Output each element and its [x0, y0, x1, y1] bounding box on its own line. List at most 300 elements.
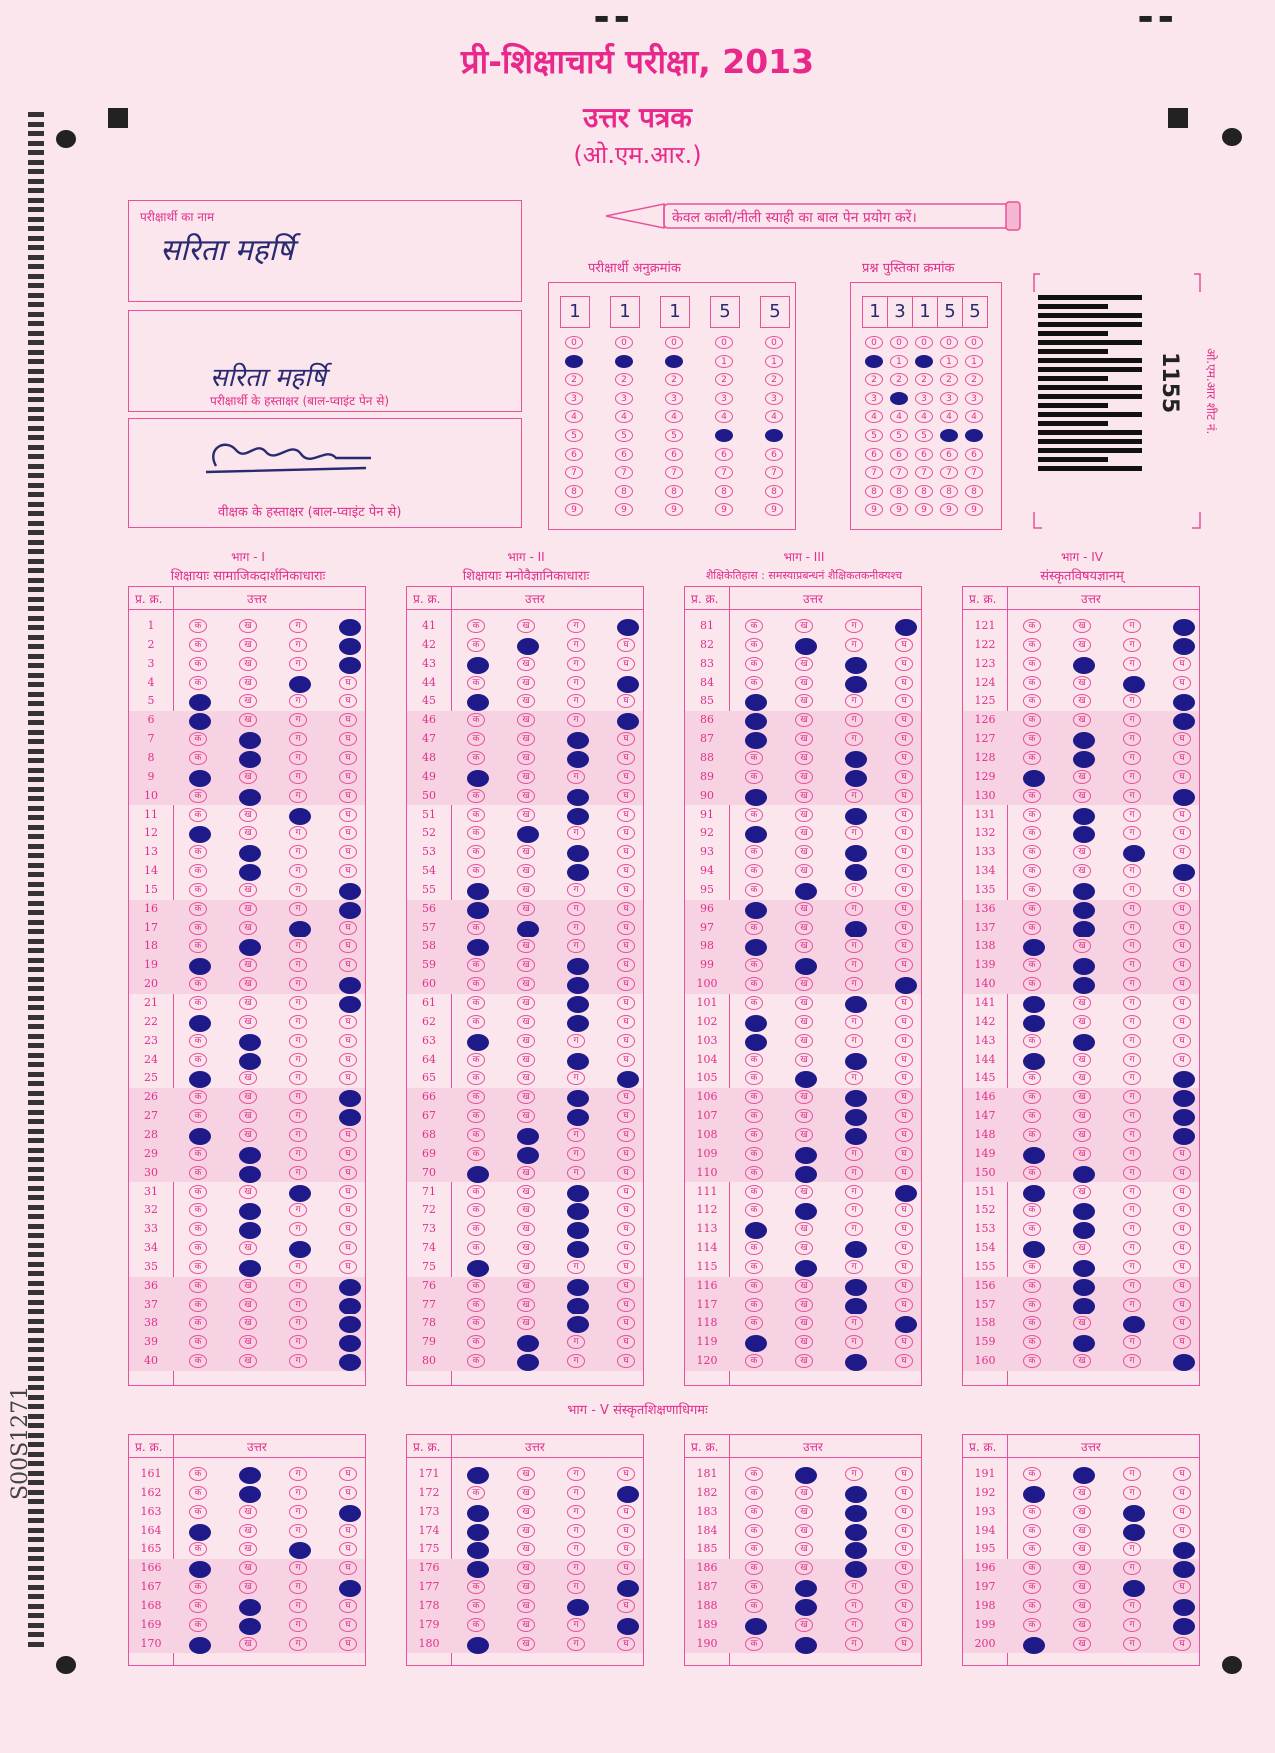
answer-bubble[interactable]: ख — [239, 808, 257, 822]
answer-bubble[interactable] — [1073, 1467, 1095, 1484]
answer-bubble[interactable] — [239, 1053, 261, 1070]
answer-bubble[interactable]: घ — [1173, 808, 1191, 822]
answer-bubble[interactable]: ग — [845, 1166, 863, 1180]
answer-bubble[interactable]: ख — [517, 751, 535, 765]
answer-bubble[interactable]: क — [745, 1599, 763, 1613]
answer-bubble[interactable]: ख — [517, 1053, 535, 1067]
answer-bubble[interactable]: ख — [795, 751, 813, 765]
answer-bubble[interactable]: ग — [845, 1580, 863, 1594]
answer-bubble[interactable]: क — [189, 1222, 207, 1236]
answer-bubble[interactable]: ख — [517, 808, 535, 822]
digit-bubble[interactable]: 0 — [940, 336, 958, 349]
answer-bubble[interactable] — [289, 676, 311, 693]
digit-bubble[interactable]: 7 — [890, 466, 908, 479]
answer-bubble[interactable]: क — [745, 845, 763, 859]
answer-bubble[interactable] — [567, 1109, 589, 1126]
answer-bubble[interactable]: ख — [517, 732, 535, 746]
answer-bubble[interactable]: ख — [517, 713, 535, 727]
answer-bubble[interactable]: क — [189, 939, 207, 953]
answer-bubble[interactable]: घ — [617, 770, 635, 784]
answer-bubble[interactable]: ग — [1123, 864, 1141, 878]
answer-bubble[interactable]: ख — [239, 1580, 257, 1594]
answer-bubble[interactable] — [617, 619, 639, 636]
answer-bubble[interactable]: क — [1023, 1279, 1041, 1293]
answer-bubble[interactable]: ख — [795, 1279, 813, 1293]
answer-bubble[interactable] — [845, 1128, 867, 1145]
answer-bubble[interactable]: ख — [795, 657, 813, 671]
answer-bubble[interactable] — [1073, 751, 1095, 768]
answer-bubble[interactable]: ख — [1073, 694, 1091, 708]
answer-bubble[interactable]: ख — [795, 732, 813, 746]
answer-bubble[interactable] — [1023, 1053, 1045, 1070]
answer-bubble[interactable] — [845, 921, 867, 938]
digit-bubble[interactable]: 5 — [615, 429, 633, 442]
answer-bubble[interactable]: ग — [845, 732, 863, 746]
answer-bubble[interactable]: क — [189, 1241, 207, 1255]
answer-bubble[interactable]: घ — [895, 1128, 913, 1142]
answer-bubble[interactable] — [1073, 657, 1095, 674]
digit-bubble[interactable]: 7 — [865, 466, 883, 479]
digit-bubble[interactable]: 6 — [940, 448, 958, 461]
answer-bubble[interactable] — [795, 1071, 817, 1088]
answer-bubble[interactable] — [895, 977, 917, 994]
answer-bubble[interactable]: ख — [239, 770, 257, 784]
answer-bubble[interactable]: ख — [517, 1637, 535, 1651]
answer-bubble[interactable]: ख — [1073, 1071, 1091, 1085]
answer-bubble[interactable]: ग — [289, 958, 307, 972]
answer-bubble[interactable]: घ — [617, 1241, 635, 1255]
digit-bubble[interactable] — [965, 429, 983, 442]
answer-bubble[interactable]: ग — [289, 1166, 307, 1180]
answer-bubble[interactable]: ख — [1073, 770, 1091, 784]
digit-bubble[interactable] — [890, 392, 908, 405]
answer-bubble[interactable] — [1173, 1109, 1195, 1126]
answer-bubble[interactable]: क — [467, 751, 485, 765]
answer-bubble[interactable]: घ — [617, 883, 635, 897]
answer-bubble[interactable]: ग — [845, 638, 863, 652]
answer-bubble[interactable]: घ — [895, 676, 913, 690]
answer-bubble[interactable]: क — [189, 751, 207, 765]
answer-bubble[interactable]: क — [467, 676, 485, 690]
answer-bubble[interactable]: ग — [1123, 1354, 1141, 1368]
answer-bubble[interactable] — [845, 996, 867, 1013]
answer-bubble[interactable]: ग — [567, 1618, 585, 1632]
answer-bubble[interactable] — [1173, 1128, 1195, 1145]
answer-bubble[interactable]: क — [467, 826, 485, 840]
answer-bubble[interactable]: ख — [1073, 1185, 1091, 1199]
answer-bubble[interactable] — [567, 751, 589, 768]
answer-bubble[interactable]: ग — [1123, 1071, 1141, 1085]
answer-bubble[interactable]: घ — [339, 676, 357, 690]
answer-bubble[interactable]: क — [189, 1034, 207, 1048]
answer-bubble[interactable]: ख — [239, 1316, 257, 1330]
answer-bubble[interactable]: क — [467, 1316, 485, 1330]
answer-bubble[interactable]: ग — [567, 921, 585, 935]
digit-bubble[interactable]: 6 — [965, 448, 983, 461]
answer-bubble[interactable]: ग — [1123, 883, 1141, 897]
answer-bubble[interactable]: घ — [617, 751, 635, 765]
digit-bubble[interactable]: 7 — [665, 466, 683, 479]
answer-bubble[interactable]: ग — [567, 1542, 585, 1556]
answer-bubble[interactable]: घ — [895, 694, 913, 708]
answer-bubble[interactable] — [567, 845, 589, 862]
answer-bubble[interactable]: ख — [239, 1279, 257, 1293]
answer-bubble[interactable]: ग — [567, 1354, 585, 1368]
answer-bubble[interactable]: क — [467, 1147, 485, 1161]
answer-bubble[interactable]: क — [745, 1071, 763, 1085]
answer-bubble[interactable]: क — [745, 958, 763, 972]
answer-bubble[interactable]: ग — [1123, 1467, 1141, 1481]
answer-bubble[interactable]: क — [467, 713, 485, 727]
answer-bubble[interactable]: ग — [289, 751, 307, 765]
answer-bubble[interactable] — [1173, 789, 1195, 806]
answer-bubble[interactable]: घ — [1173, 1580, 1191, 1594]
answer-bubble[interactable]: क — [745, 1109, 763, 1123]
answer-bubble[interactable]: क — [1023, 694, 1041, 708]
digit-bubble[interactable]: 6 — [565, 448, 583, 461]
answer-bubble[interactable] — [289, 1185, 311, 1202]
answer-bubble[interactable] — [239, 1260, 261, 1277]
answer-bubble[interactable] — [845, 1109, 867, 1126]
answer-bubble[interactable]: ख — [239, 921, 257, 935]
answer-bubble[interactable]: ग — [1123, 770, 1141, 784]
answer-bubble[interactable]: घ — [339, 1071, 357, 1085]
answer-bubble[interactable] — [745, 902, 767, 919]
answer-bubble[interactable]: ग — [289, 1222, 307, 1236]
answer-bubble[interactable]: घ — [1173, 1222, 1191, 1236]
answer-bubble[interactable]: क — [467, 921, 485, 935]
answer-bubble[interactable]: ख — [239, 1637, 257, 1651]
answer-bubble[interactable]: ग — [567, 619, 585, 633]
answer-bubble[interactable]: घ — [617, 958, 635, 972]
answer-bubble[interactable]: घ — [895, 751, 913, 765]
digit-bubble[interactable]: 0 — [765, 336, 783, 349]
digit-bubble[interactable]: 3 — [865, 392, 883, 405]
answer-bubble[interactable]: ग — [1123, 1618, 1141, 1632]
answer-bubble[interactable]: घ — [617, 1298, 635, 1312]
answer-bubble[interactable]: क — [745, 751, 763, 765]
answer-bubble[interactable] — [795, 1580, 817, 1597]
answer-bubble[interactable]: क — [467, 977, 485, 991]
answer-bubble[interactable] — [1173, 694, 1195, 711]
answer-bubble[interactable]: ग — [845, 977, 863, 991]
answer-bubble[interactable]: क — [745, 921, 763, 935]
answer-bubble[interactable]: ख — [795, 1034, 813, 1048]
answer-bubble[interactable]: ख — [795, 1335, 813, 1349]
answer-bubble[interactable]: क — [1023, 1203, 1041, 1217]
digit-bubble[interactable]: 1 — [890, 355, 908, 368]
answer-bubble[interactable]: ख — [795, 1486, 813, 1500]
answer-bubble[interactable]: ख — [795, 1241, 813, 1255]
answer-bubble[interactable]: क — [745, 657, 763, 671]
answer-bubble[interactable] — [845, 1354, 867, 1371]
answer-bubble[interactable]: क — [467, 638, 485, 652]
answer-bubble[interactable]: ग — [1123, 826, 1141, 840]
answer-bubble[interactable]: क — [189, 1486, 207, 1500]
digit-bubble[interactable]: 1 — [715, 355, 733, 368]
answer-bubble[interactable]: ख — [795, 1053, 813, 1067]
answer-bubble[interactable]: ख — [795, 1354, 813, 1368]
answer-bubble[interactable]: क — [745, 1524, 763, 1538]
answer-bubble[interactable] — [845, 1524, 867, 1541]
digit-bubble[interactable] — [565, 355, 583, 368]
answer-bubble[interactable]: क — [189, 977, 207, 991]
answer-bubble[interactable]: घ — [1173, 1203, 1191, 1217]
answer-bubble[interactable]: क — [467, 1109, 485, 1123]
answer-bubble[interactable]: घ — [1173, 845, 1191, 859]
answer-bubble[interactable]: ग — [845, 1335, 863, 1349]
answer-bubble[interactable]: क — [189, 619, 207, 633]
answer-bubble[interactable]: घ — [1173, 939, 1191, 953]
answer-bubble[interactable]: घ — [617, 902, 635, 916]
digit-bubble[interactable]: 3 — [765, 392, 783, 405]
answer-bubble[interactable] — [467, 883, 489, 900]
answer-bubble[interactable]: क — [1023, 732, 1041, 746]
answer-bubble[interactable]: घ — [617, 1542, 635, 1556]
answer-bubble[interactable] — [845, 1505, 867, 1522]
answer-bubble[interactable]: ख — [795, 713, 813, 727]
answer-bubble[interactable]: ख — [239, 1542, 257, 1556]
answer-bubble[interactable]: क — [467, 789, 485, 803]
answer-bubble[interactable] — [845, 864, 867, 881]
answer-bubble[interactable]: ग — [845, 958, 863, 972]
answer-bubble[interactable]: ख — [517, 1467, 535, 1481]
answer-bubble[interactable]: ग — [1123, 1185, 1141, 1199]
answer-bubble[interactable]: ख — [1073, 864, 1091, 878]
digit-bubble[interactable]: 7 — [965, 466, 983, 479]
answer-bubble[interactable]: ग — [567, 1335, 585, 1349]
answer-bubble[interactable] — [845, 1241, 867, 1258]
answer-bubble[interactable] — [467, 902, 489, 919]
answer-bubble[interactable]: ख — [239, 1015, 257, 1029]
answer-bubble[interactable]: क — [1023, 713, 1041, 727]
answer-bubble[interactable]: घ — [617, 1185, 635, 1199]
answer-bubble[interactable] — [1073, 1222, 1095, 1239]
answer-bubble[interactable]: ख — [239, 676, 257, 690]
answer-bubble[interactable]: घ — [895, 1222, 913, 1236]
answer-bubble[interactable] — [339, 1298, 361, 1315]
answer-bubble[interactable]: ख — [795, 902, 813, 916]
answer-bubble[interactable] — [1023, 1185, 1045, 1202]
answer-bubble[interactable] — [567, 1599, 589, 1616]
answer-bubble[interactable] — [189, 1524, 211, 1541]
answer-bubble[interactable]: ख — [795, 1185, 813, 1199]
answer-bubble[interactable]: क — [189, 657, 207, 671]
answer-bubble[interactable]: ख — [1073, 1580, 1091, 1594]
answer-bubble[interactable] — [1173, 619, 1195, 636]
digit-bubble[interactable]: 6 — [615, 448, 633, 461]
answer-bubble[interactable]: घ — [617, 1599, 635, 1613]
answer-bubble[interactable]: क — [189, 845, 207, 859]
answer-bubble[interactable] — [1073, 921, 1095, 938]
digit-bubble[interactable]: 0 — [565, 336, 583, 349]
answer-bubble[interactable]: ख — [517, 619, 535, 633]
answer-bubble[interactable]: ग — [1123, 1109, 1141, 1123]
answer-bubble[interactable]: घ — [617, 1467, 635, 1481]
answer-bubble[interactable]: ख — [517, 1486, 535, 1500]
answer-bubble[interactable]: घ — [339, 1260, 357, 1274]
answer-bubble[interactable]: ख — [795, 921, 813, 935]
answer-bubble[interactable] — [189, 694, 211, 711]
answer-bubble[interactable]: ग — [1123, 751, 1141, 765]
answer-bubble[interactable]: ग — [567, 939, 585, 953]
digit-bubble[interactable]: 6 — [890, 448, 908, 461]
answer-bubble[interactable]: घ — [339, 939, 357, 953]
answer-bubble[interactable]: घ — [617, 1166, 635, 1180]
answer-bubble[interactable] — [239, 1034, 261, 1051]
answer-bubble[interactable]: घ — [1173, 1298, 1191, 1312]
answer-bubble[interactable]: घ — [617, 1109, 635, 1123]
answer-bubble[interactable] — [239, 845, 261, 862]
digit-bubble[interactable]: 2 — [890, 373, 908, 386]
answer-bubble[interactable] — [239, 1203, 261, 1220]
answer-bubble[interactable]: ग — [567, 1128, 585, 1142]
answer-bubble[interactable]: क — [467, 1279, 485, 1293]
answer-bubble[interactable]: ग — [845, 694, 863, 708]
answer-bubble[interactable]: घ — [895, 1505, 913, 1519]
answer-bubble[interactable] — [239, 1166, 261, 1183]
digit-bubble[interactable]: 7 — [765, 466, 783, 479]
answer-bubble[interactable]: ग — [289, 1034, 307, 1048]
answer-bubble[interactable]: घ — [339, 1015, 357, 1029]
answer-bubble[interactable]: क — [189, 996, 207, 1010]
digit-bubble[interactable]: 4 — [565, 410, 583, 423]
answer-bubble[interactable]: ग — [567, 713, 585, 727]
answer-bubble[interactable]: क — [467, 1015, 485, 1029]
answer-bubble[interactable]: ग — [845, 619, 863, 633]
answer-bubble[interactable]: ख — [795, 619, 813, 633]
answer-bubble[interactable]: ग — [1123, 1166, 1141, 1180]
digit-bubble[interactable]: 2 — [865, 373, 883, 386]
answer-bubble[interactable] — [745, 826, 767, 843]
answer-bubble[interactable]: क — [189, 883, 207, 897]
answer-bubble[interactable]: क — [467, 1071, 485, 1085]
answer-bubble[interactable] — [1173, 1354, 1195, 1371]
answer-bubble[interactable]: ख — [1073, 1090, 1091, 1104]
answer-bubble[interactable]: घ — [339, 845, 357, 859]
answer-bubble[interactable] — [567, 1298, 589, 1315]
answer-bubble[interactable]: ग — [845, 1316, 863, 1330]
answer-bubble[interactable]: क — [1023, 1580, 1041, 1594]
answer-bubble[interactable]: घ — [617, 1128, 635, 1142]
answer-bubble[interactable]: क — [189, 732, 207, 746]
digit-bubble[interactable]: 8 — [665, 485, 683, 498]
digit-bubble[interactable] — [715, 429, 733, 442]
answer-bubble[interactable]: घ — [617, 732, 635, 746]
answer-bubble[interactable]: ग — [289, 789, 307, 803]
answer-bubble[interactable]: ख — [517, 1071, 535, 1085]
answer-bubble[interactable]: ख — [239, 657, 257, 671]
answer-bubble[interactable]: ग — [567, 657, 585, 671]
answer-bubble[interactable]: क — [189, 638, 207, 652]
answer-bubble[interactable]: ख — [1073, 1561, 1091, 1575]
answer-bubble[interactable]: क — [745, 1090, 763, 1104]
answer-bubble[interactable]: घ — [1173, 1053, 1191, 1067]
answer-bubble[interactable]: क — [745, 996, 763, 1010]
answer-bubble[interactable] — [189, 1128, 211, 1145]
answer-bubble[interactable]: ख — [239, 1090, 257, 1104]
digit-bubble[interactable]: 4 — [915, 410, 933, 423]
answer-bubble[interactable]: क — [467, 1335, 485, 1349]
answer-bubble[interactable]: ग — [1123, 657, 1141, 671]
answer-bubble[interactable] — [1173, 638, 1195, 655]
answer-bubble[interactable] — [795, 1260, 817, 1277]
answer-bubble[interactable]: घ — [895, 1618, 913, 1632]
answer-bubble[interactable]: ख — [517, 676, 535, 690]
answer-bubble[interactable]: घ — [895, 1071, 913, 1085]
answer-bubble[interactable]: ग — [567, 1260, 585, 1274]
answer-bubble[interactable]: ग — [567, 1637, 585, 1651]
answer-bubble[interactable]: घ — [895, 902, 913, 916]
answer-bubble[interactable]: ख — [239, 958, 257, 972]
answer-bubble[interactable]: घ — [895, 1015, 913, 1029]
answer-bubble[interactable]: ख — [239, 883, 257, 897]
digit-bubble[interactable]: 0 — [615, 336, 633, 349]
answer-bubble[interactable] — [467, 1524, 489, 1541]
answer-bubble[interactable]: ग — [1123, 789, 1141, 803]
answer-bubble[interactable]: घ — [1173, 1241, 1191, 1255]
answer-bubble[interactable] — [189, 1637, 211, 1654]
answer-bubble[interactable] — [745, 694, 767, 711]
digit-bubble[interactable]: 4 — [890, 410, 908, 423]
answer-bubble[interactable]: क — [189, 1467, 207, 1481]
answer-bubble[interactable]: घ — [1173, 883, 1191, 897]
digit-bubble[interactable] — [865, 355, 883, 368]
answer-bubble[interactable]: क — [745, 1185, 763, 1199]
answer-bubble[interactable] — [745, 789, 767, 806]
answer-bubble[interactable]: ग — [845, 1071, 863, 1085]
answer-bubble[interactable]: ख — [1073, 1486, 1091, 1500]
digit-bubble[interactable]: 2 — [915, 373, 933, 386]
answer-bubble[interactable]: क — [745, 1241, 763, 1255]
answer-bubble[interactable]: घ — [339, 732, 357, 746]
answer-bubble[interactable]: ख — [517, 902, 535, 916]
digit-bubble[interactable]: 0 — [890, 336, 908, 349]
answer-bubble[interactable] — [189, 770, 211, 787]
digit-bubble[interactable]: 4 — [965, 410, 983, 423]
answer-bubble[interactable]: घ — [617, 996, 635, 1010]
answer-bubble[interactable]: ग — [289, 902, 307, 916]
answer-bubble[interactable]: घ — [339, 751, 357, 765]
answer-bubble[interactable] — [517, 1128, 539, 1145]
answer-bubble[interactable]: ख — [795, 1090, 813, 1104]
answer-bubble[interactable] — [1073, 826, 1095, 843]
answer-bubble[interactable]: घ — [617, 826, 635, 840]
answer-bubble[interactable]: ग — [289, 1599, 307, 1613]
answer-bubble[interactable]: घ — [339, 1542, 357, 1556]
answer-bubble[interactable]: ख — [795, 789, 813, 803]
answer-bubble[interactable]: क — [1023, 751, 1041, 765]
answer-bubble[interactable]: ख — [517, 845, 535, 859]
answer-bubble[interactable] — [339, 657, 361, 674]
answer-bubble[interactable]: ग — [567, 902, 585, 916]
digit-bubble[interactable]: 3 — [615, 392, 633, 405]
answer-bubble[interactable]: क — [467, 808, 485, 822]
answer-bubble[interactable]: क — [745, 977, 763, 991]
answer-bubble[interactable]: ख — [517, 1618, 535, 1632]
digit-bubble[interactable]: 9 — [765, 503, 783, 516]
answer-bubble[interactable]: ग — [289, 1203, 307, 1217]
digit-bubble[interactable]: 4 — [865, 410, 883, 423]
answer-bubble[interactable] — [1073, 902, 1095, 919]
answer-bubble[interactable] — [339, 1580, 361, 1597]
answer-bubble[interactable]: ख — [795, 939, 813, 953]
answer-bubble[interactable]: ख — [1073, 1505, 1091, 1519]
answer-bubble[interactable]: ख — [517, 883, 535, 897]
answer-bubble[interactable]: ग — [1123, 1298, 1141, 1312]
answer-bubble[interactable]: ख — [795, 1524, 813, 1538]
answer-bubble[interactable]: ख — [517, 1034, 535, 1048]
